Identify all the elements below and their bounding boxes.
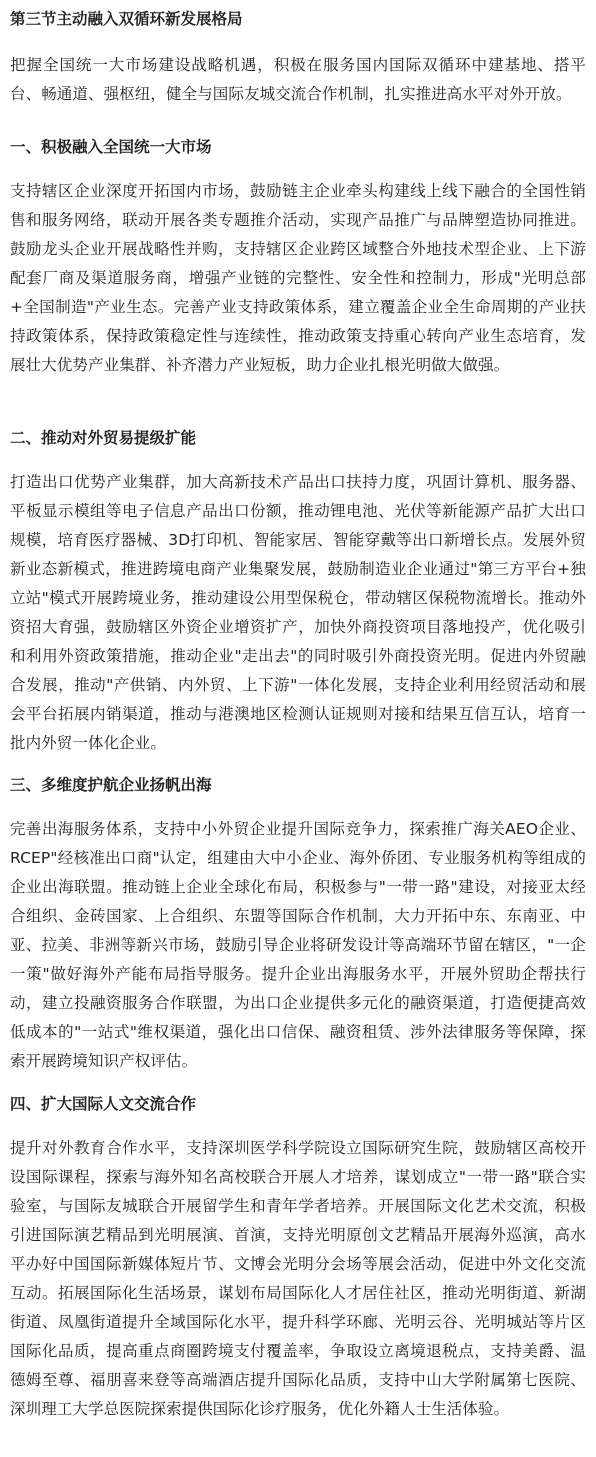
section-heading: 三、多维度护航企业扬帆出海 — [10, 776, 212, 794]
section-paragraph: 提升对外教育合作水平，支持深圳医学科学院设立国际研究生院，鼓励辖区高校开设国际课程，探索与海外知名高校联合开展人才培养，谋划成立"一带一路"联合实验室，与国际友城联合开展留学生和青年学者培养。开展国际文化艺术交流，积极引进国际演艺精品到光明展演、首演，支持光明原创文艺精品开展海外巡演，高水平办好中国国际新媒体短片节、文博会光明分会场等展会活动，促进中外文化交流互动。拓展国际化生活场景，谋划布局国际化人才居住社区，推动光明街道、新湖街道、凤凰街道提升全域国际化水平，提升科学环廊、光明云谷、光明城站等片区国际化品质，提高重点商圈跨境支付覆盖率，争取设立离境退税点，支持美爵、温德姆至尊、福朋喜来登等高端酒店提升国际化品质，支持中山大学附属第七医院、深圳理工大学总医院探索提供国际化诊疗服务，优化外籍人士生活体验。 — [10, 1139, 586, 1418]
section-heading: 四、扩大国际人文交流合作 — [10, 1095, 197, 1113]
section-heading: 一、积极融入全国统一大市场 — [10, 138, 212, 156]
page-title: 第三节主动融入双循环新发展格局 — [10, 10, 243, 28]
section-paragraph: 支持辖区企业深度开拓国内市场，鼓励链主企业牵头构建线上线下融合的全国性销售和服务网络，联动开展各类专题推介活动，实现产品推广与品牌塑造协同推进。鼓励龙头企业开展战略性并购，支持辖区企业跨区域整合外地技术型企业、上下游配套厂商及渠道服务商，增强产业链的完整性、安全性和控制力，形成"光明总部+全国制造"产业生态。完善产业支持政策体系，建立覆盖企业全生命周期的产业扶持政策体系，保持政策稳定性与连续性，推动政策支持重心转向产业生态培育，发展壮大优势产业集群、补齐潜力产业短板，助力企业扎根光明做大做强。 — [10, 182, 586, 374]
section-paragraph: 完善出海服务体系，支持中小外贸企业提升国际竞争力，探索推广海关AEO企业、RCEP"经核准出口商"认定，组建由大中小企业、海外侨团、专业服务机构等组成的企业出海联盟。推动链上企业全球化布局，积极参与"一带一路"建设，对接亚太经合组织、金砖国家、上合组织、东盟等国际合作机制，大力开拓中东、东南亚、中亚、拉美、非洲等新兴市场，鼓励引导企业将研发设计等高端环节留在辖区，"一企一策"做好海外产能布局指导服务。提升企业出海服务水平，开展外贸助企帮扶行动，建立投融资服务合作联盟，为出口企业提供多元化的融资渠道，打造便捷高效低成本的"一站式"维权渠道，强化出口信保、融资租赁、涉外法律服务等保障，探索开展跨境知识产权评估。 — [10, 820, 586, 1070]
intro-paragraph: 把握全国统一大市场建设战略机遇，积极在服务国内国际双循环中建基地、搭平台、畅通道、强枢纽，健全与国际友城交流合作机制，扎实推进高水平对外开放。 — [10, 56, 586, 103]
section-paragraph: 打造出口优势产业集群，加大高新技术产品出口扶持力度，巩固计算机、服务器、平板显示模组等电子信息产品出口份额，推动锂电池、光伏等新能源产品扩大出口规模，培育医疗器械、3D打印机、智能家居、智能穿戴等出口新增长点。发展外贸新业态新模式，推进跨境电商产业集聚发展，鼓励制造业企业通过"第三方平台+独立站"模式开展跨境业务，推动建设公用型保税仓，带动辖区保税物流增长。推动外资招大育强，鼓励辖区外资企业增资扩产，加快外商投资项目落地投产，优化吸引和利用外资政策措施，推动企业"走出去"的同时吸引外商投资光明。促进内外贸融合发展，推动"产供销、内外贸、上下游"一体化发展，支持企业利用经贸活动和展会平台拓展内销渠道，推动与港澳地区检测认证规则对接和结果互信互认，培育一批内外贸一体化企业。 — [10, 473, 586, 752]
section-heading: 二、推动对外贸易提级扩能 — [10, 429, 197, 447]
